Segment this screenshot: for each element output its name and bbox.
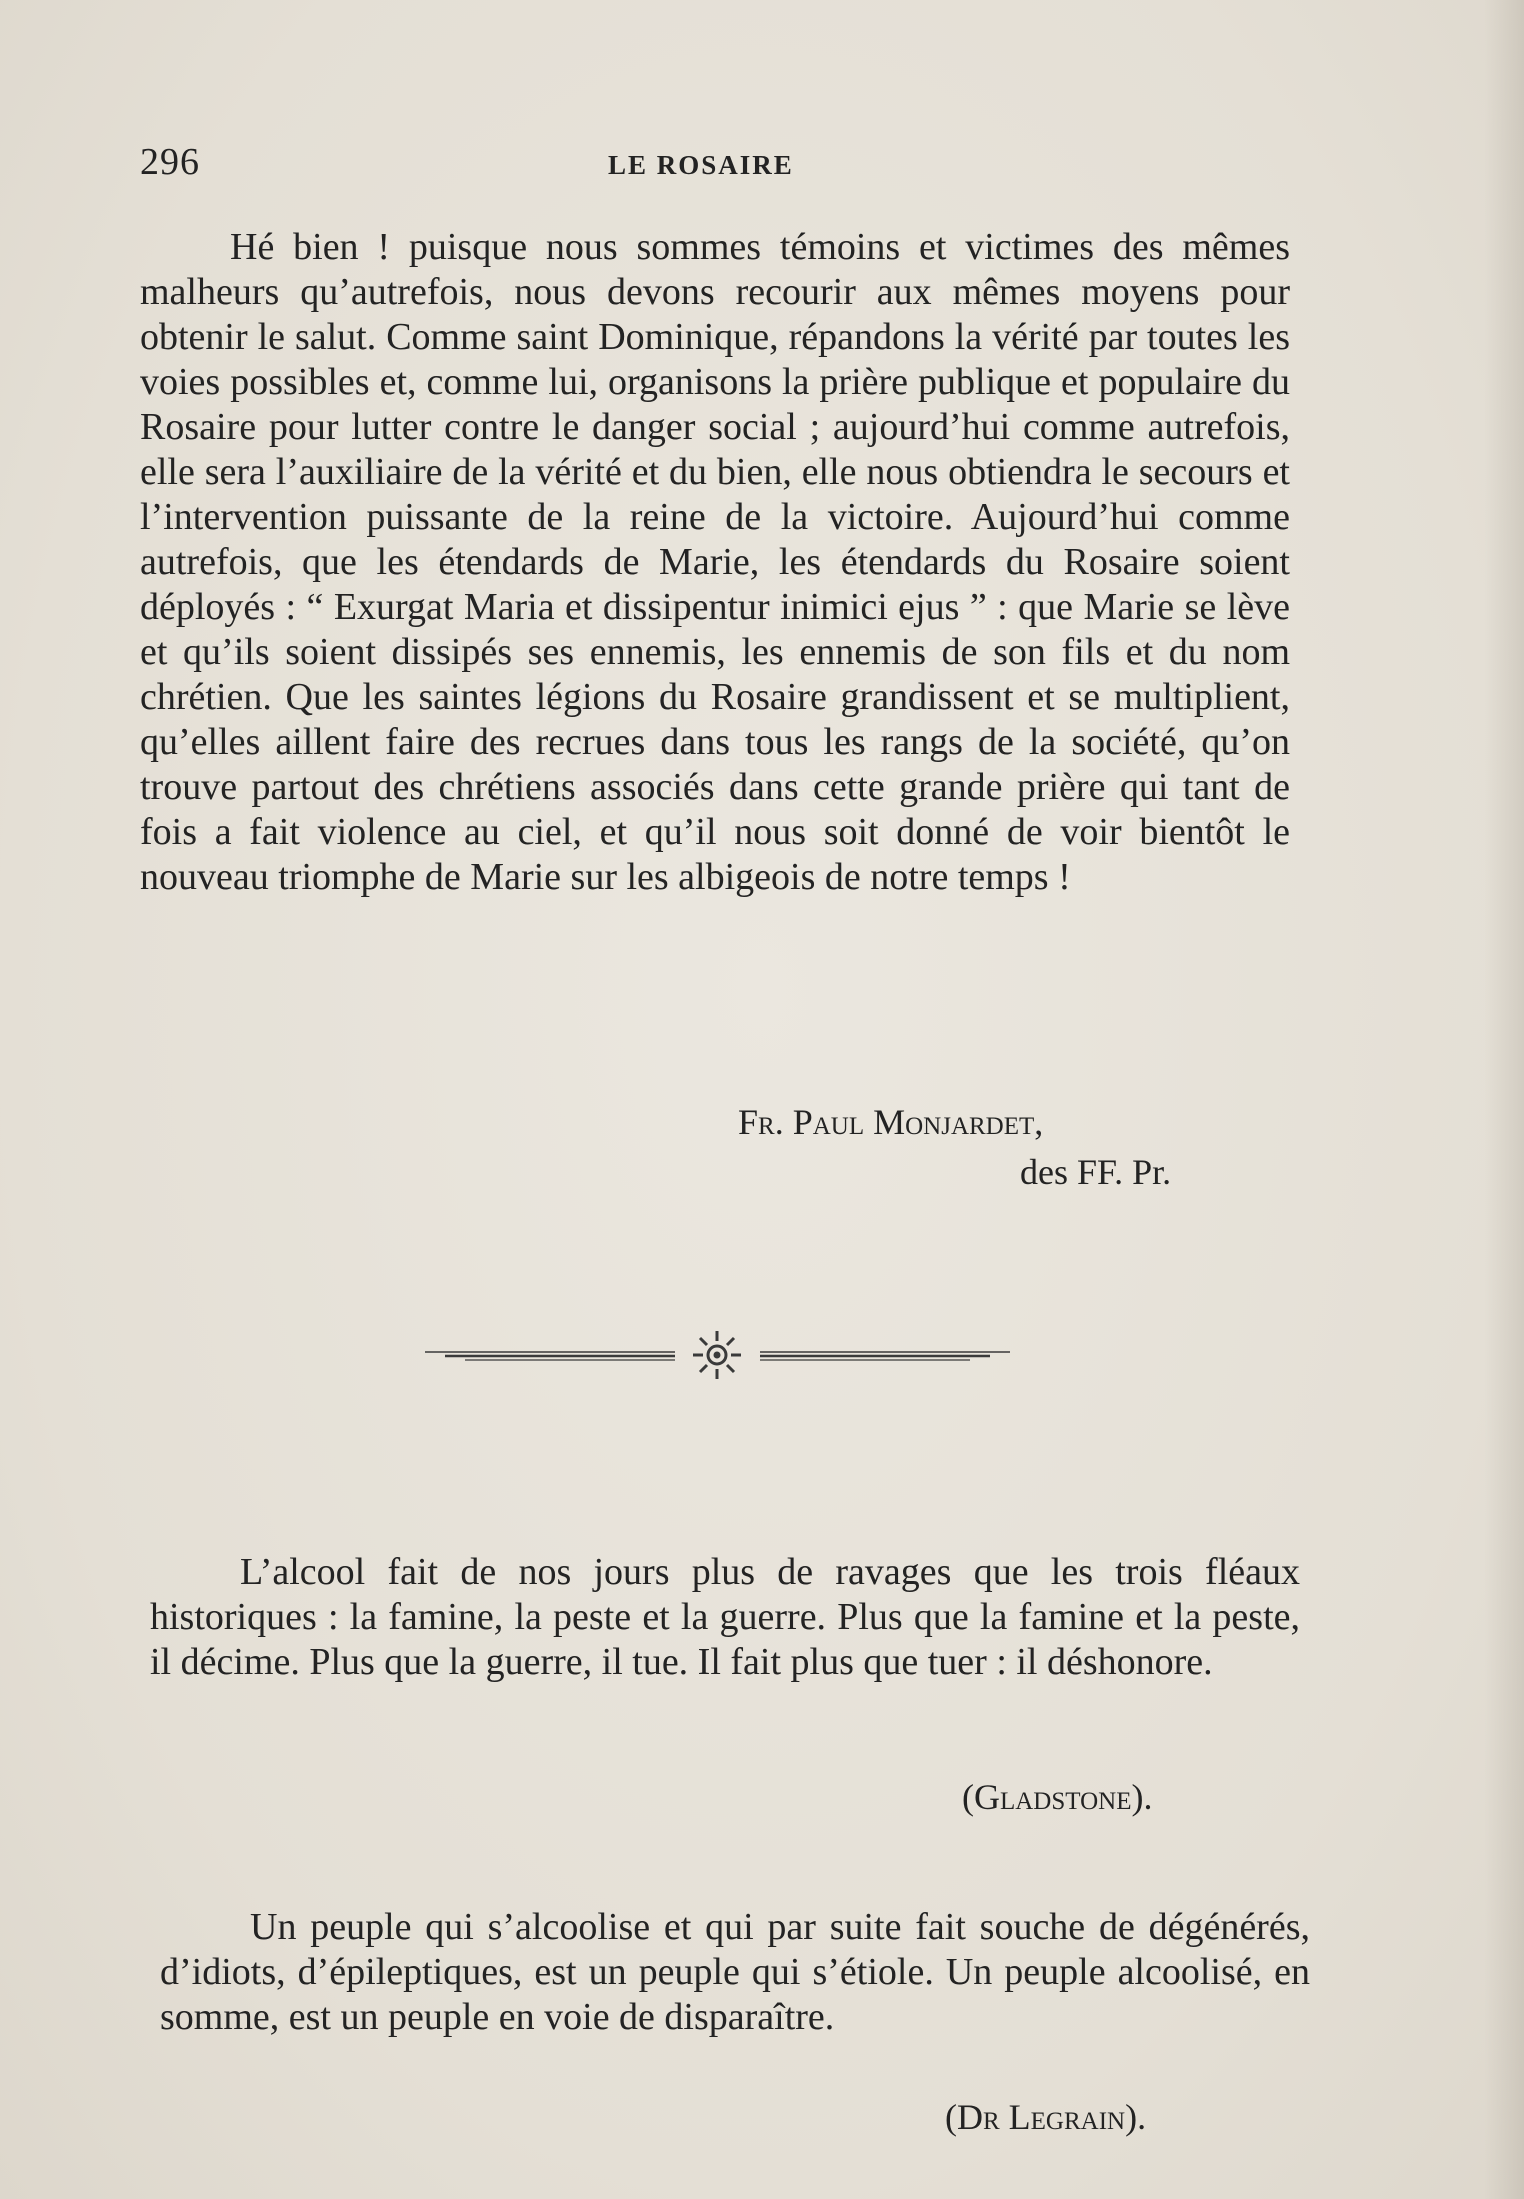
sun-ornament-icon [425, 1325, 1010, 1381]
signature-order: des FF. Pr. [1020, 1152, 1172, 1192]
quote-paragraph: Un peuple qui s’alcoolise et qui par suite fait souche de dégénérés, d’idiots, d’épileptiques, est un peuple qui s’étiole. Un peuple alcoolisé, en somme, est un peuple en voie de disparaître. [160, 1906, 1310, 2038]
quote-paragraph: L’alcool fait de nos jours plus de ravages que les trois fléaux historiques : la famine, la peste et la guerre. Plus que la famine et la peste, il décime. Plus que la guerre, il tue. Il fait plus que tuer : il déshonore. [150, 1551, 1300, 1683]
quote-attribution: (Gladstone). [962, 1777, 1153, 1817]
running-title: LE ROSAIRE [608, 150, 794, 180]
signature-name: Fr. Paul Monjardet, [738, 1102, 1044, 1142]
article-paragraph: Hé bien ! puisque nous sommes témoins et victimes des mêmes malheurs qu’autrefois, nous devons recourir aux mêmes moyens pour obtenir le salut. Comme saint Dominique, répandons la vérité par toutes les voies possibles et, comme lui, organisons la prière publique et populaire du Rosaire pour lutter contre le danger social ; aujourd’hui comme autrefois, elle sera l’auxiliaire de la vérité et du bien, elle nous obtiendra le secours et l’intervention puissante de la reine de la victoire. Aujourd’hui comme autrefois, que les étendards de Marie, les étendards du Rosaire soient déployés : “ Exurgat Maria et dissipentur inimici ejus ” : que Marie se lève et qu’ils soient dissipés ses ennemis, les ennemis de son fils et du nom chrétien. Que les saintes légions du Rosaire grandissent et se multiplient, qu’elles aillent faire des recrues dans tous les rangs de la société, qu’on trouve partout des chrétiens associés dans cette grande prière qui tant de fois a fait violence au ciel, et qu’il nous soit donné de voir bientôt le nouveau triomphe de Marie sur les albigeois de notre temps ! [140, 226, 1290, 898]
running-head [140, 140, 1290, 190]
page-number: 296 [140, 141, 200, 183]
page-edge-shadow [1484, 0, 1524, 2199]
quote-attribution: (Dr Legrain). [945, 2097, 1147, 2137]
